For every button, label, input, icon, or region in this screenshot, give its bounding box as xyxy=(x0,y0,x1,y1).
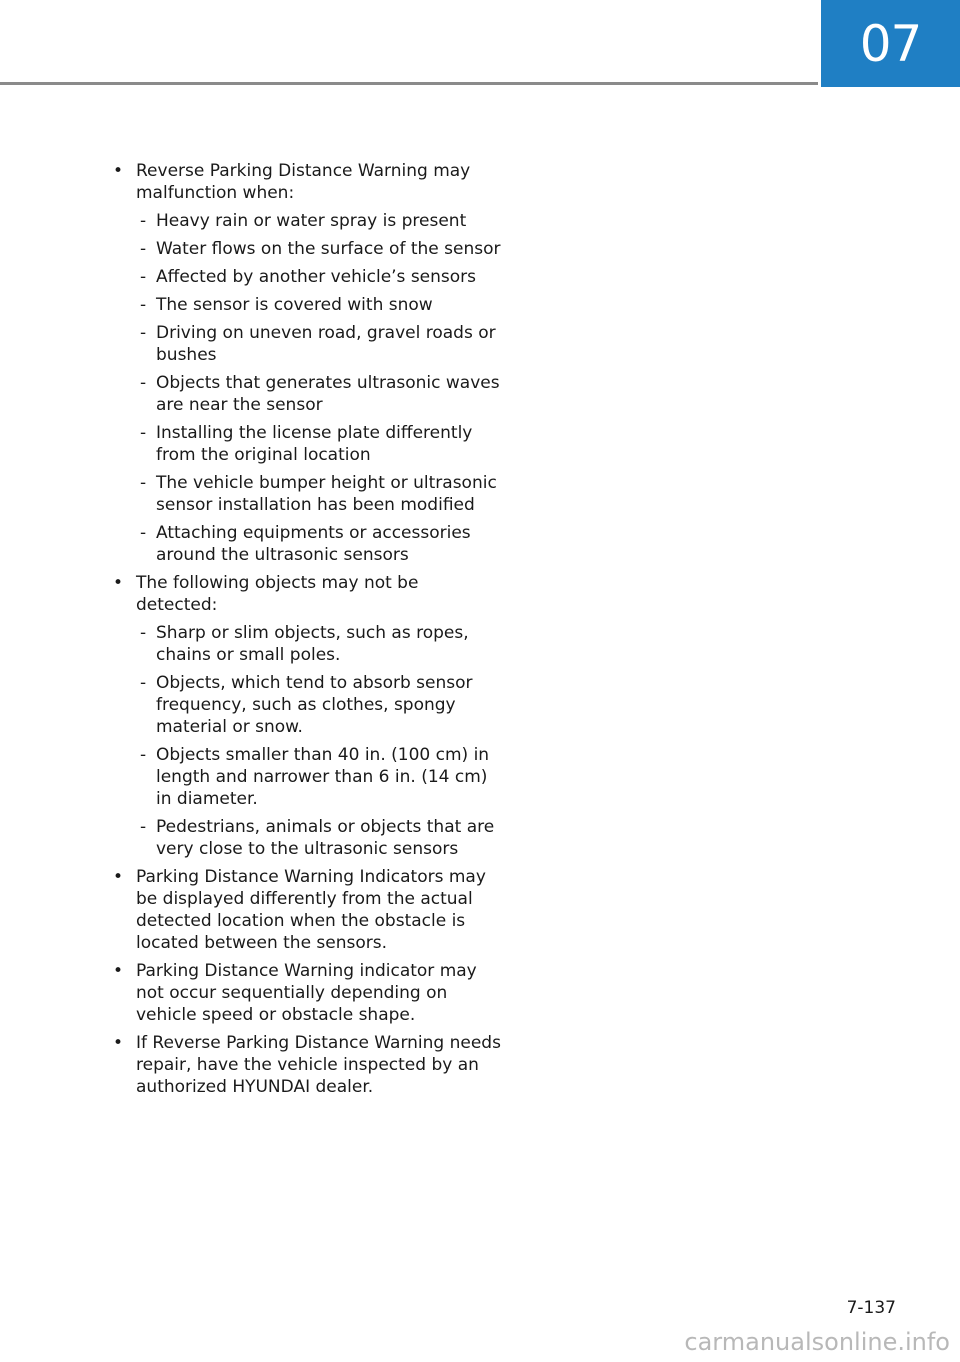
sub-list-item xyxy=(136,672,502,738)
sub-list-item xyxy=(136,422,502,466)
chapter-number: 07 xyxy=(859,14,922,73)
watermark: carmanualsonline.info xyxy=(684,1328,950,1356)
sub-list-item xyxy=(136,294,502,316)
bullet-text: The following objects may not be detected: xyxy=(136,573,419,615)
bullet-item xyxy=(112,1032,502,1098)
sub-list-item xyxy=(136,744,502,810)
sub-list-item xyxy=(136,210,502,232)
sub-item-text: Pedestrians, animals or objects that are very close to the ultrasonic sensors xyxy=(156,817,495,859)
dash-icon: - xyxy=(140,423,147,443)
bullet-text: Parking Distance Warning indicator may not occur sequentially depending on vehicle speed or obstacle shape. xyxy=(136,961,477,1025)
bullet-item xyxy=(112,866,502,954)
sub-item-text: Driving on uneven road, gravel roads or bushes xyxy=(156,323,496,365)
sub-list-item xyxy=(136,266,502,288)
page-number: 7-137 xyxy=(846,1298,896,1318)
sub-list xyxy=(136,622,502,860)
sub-item-text: Heavy rain or water spray is present xyxy=(156,211,467,231)
dash-icon: - xyxy=(140,673,147,693)
bullet-item xyxy=(112,160,502,566)
bullet-icon: • xyxy=(112,161,124,181)
dash-icon: - xyxy=(140,295,147,315)
sub-item-text: The vehicle bumper height or ultrasonic sensor installation has been modified xyxy=(156,473,497,515)
sub-list-item xyxy=(136,472,502,516)
content-body xyxy=(112,160,502,1104)
bullet-text: Parking Distance Warning Indicators may be displayed differently from the actual detected location when the obstacle is located between the sensors. xyxy=(136,867,486,953)
bullet-text: If Reverse Parking Distance Warning needs repair, have the vehicle inspected by an authorized HYUNDAI dealer. xyxy=(136,1033,501,1097)
bullet-icon: • xyxy=(112,961,124,981)
sub-list-item xyxy=(136,522,502,566)
dash-icon: - xyxy=(140,523,147,543)
sub-item-text: The sensor is covered with snow xyxy=(156,295,433,315)
dash-icon: - xyxy=(140,239,147,259)
sub-item-text: Installing the license plate differently from the original location xyxy=(156,423,473,465)
bullet-icon: • xyxy=(112,1033,124,1053)
sub-list-item xyxy=(136,372,502,416)
dash-icon: - xyxy=(140,817,147,837)
sub-item-text: Sharp or slim objects, such as ropes, chains or small poles. xyxy=(156,623,469,665)
dash-icon: - xyxy=(140,623,147,643)
sub-item-text: Objects, which tend to absorb sensor frequency, such as clothes, spongy material or snow. xyxy=(156,673,473,737)
dash-icon: - xyxy=(140,373,147,393)
dash-icon: - xyxy=(140,267,147,287)
bullet-text: Reverse Parking Distance Warning may malfunction when: xyxy=(136,161,471,203)
sub-item-text: Objects smaller than 40 in. (100 cm) in length and narrower than 6 in. (14 cm) in diameter. xyxy=(156,745,490,809)
sub-list xyxy=(136,210,502,566)
chapter-tab xyxy=(821,0,960,87)
sub-item-text: Water flows on the surface of the sensor xyxy=(156,239,501,259)
bullet-icon: • xyxy=(112,573,124,593)
sub-list-item xyxy=(136,622,502,666)
bullet-item xyxy=(112,572,502,860)
dash-icon: - xyxy=(140,745,147,765)
dash-icon: - xyxy=(140,473,147,493)
sub-list-item xyxy=(136,816,502,860)
sub-list-item xyxy=(136,238,502,260)
header-rule xyxy=(0,82,818,85)
dash-icon: - xyxy=(140,211,147,231)
sub-item-text: Objects that generates ultrasonic waves are near the sensor xyxy=(156,373,500,415)
sub-list-item xyxy=(136,322,502,366)
dash-icon: - xyxy=(140,323,147,343)
bullet-item xyxy=(112,960,502,1026)
sub-item-text: Affected by another vehicle’s sensors xyxy=(156,267,477,287)
bullet-icon: • xyxy=(112,867,124,887)
sub-item-text: Attaching equipments or accessories around the ultrasonic sensors xyxy=(156,523,471,565)
